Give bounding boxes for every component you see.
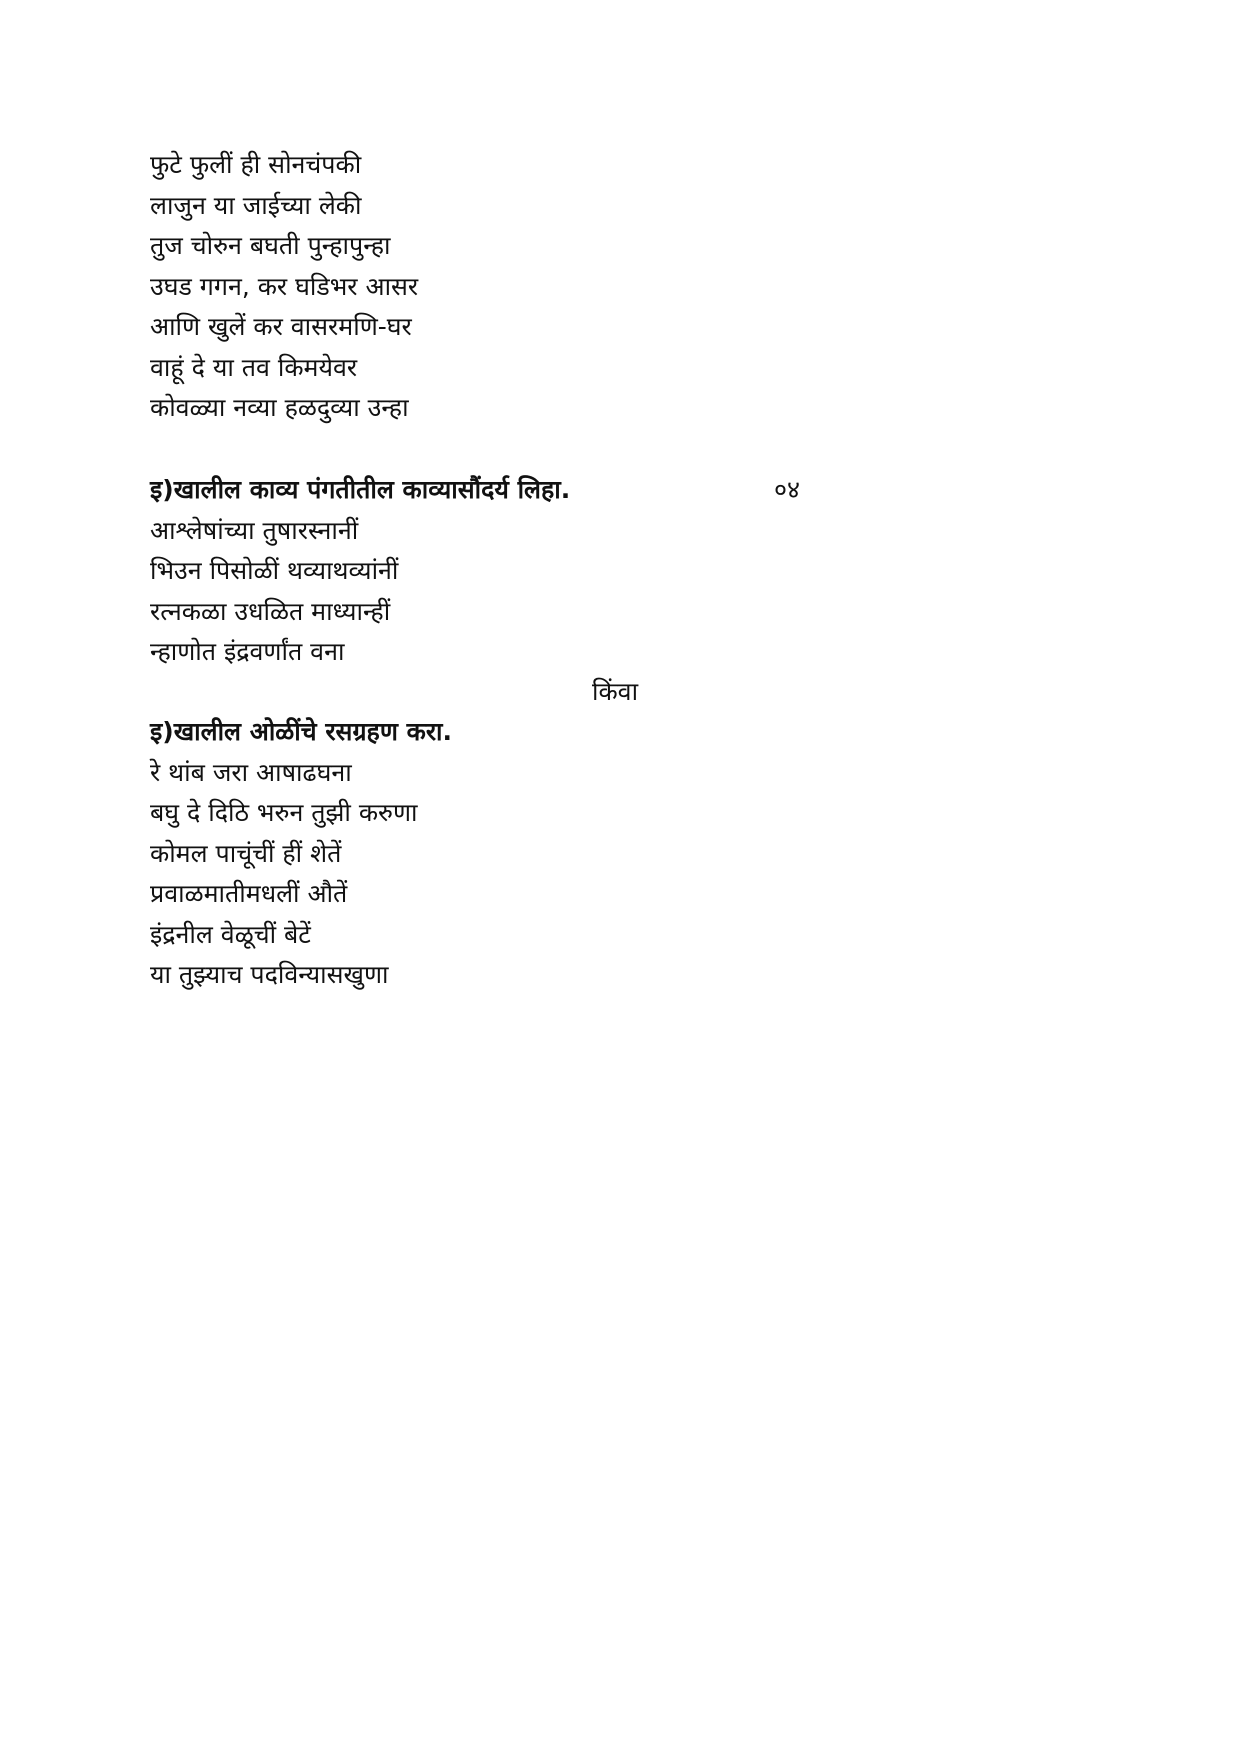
question-block [150, 712, 1050, 996]
poem-line: आणि खुलें कर वासरमणि-घर [150, 312, 412, 341]
poem-line: तुज चोरुन बघती पुन्हापुन्हा [150, 231, 391, 260]
poem-line: लाजुन या जाईच्या लेकी [150, 190, 362, 220]
question-text: इ)खालील काव्य पंगतीतील काव्यासौंदर्य लिहा. [150, 475, 571, 504]
poem-line: वाहूं दे या तव किमयेवर [150, 352, 358, 382]
question-text: इ)खालील ओळींचे रसग्रहण करा. [150, 717, 453, 746]
question-block [150, 470, 1050, 673]
poem-line: या तुझ्याच पदविन्यासखुणा [150, 960, 389, 989]
poem-stanza [150, 145, 1050, 429]
poem-line: रे थांब जरा आषाढघना [150, 757, 352, 787]
question-heading [150, 712, 800, 753]
question-heading [150, 470, 800, 511]
poem-line: इंद्रनील वेळूचीं बेटें [150, 919, 311, 949]
poem-line: रत्नकळा उधळित माध्यान्हीं [150, 596, 391, 626]
poem-line: फुटे फुलीं ही सोनचंपकी [150, 150, 362, 179]
question-marks: ०४ [773, 475, 800, 504]
poem-line: प्रवाळमातीमधलीं औतें [150, 879, 348, 908]
or-separator: किंवा [592, 677, 639, 706]
poem-line: भिउन पिसोळीं थव्याथव्यांनीं [150, 556, 399, 585]
poem-line: बघु दे दिठि भरुन तुझी करुणा [150, 798, 418, 827]
poem-line: उघड गगन, कर घडिभर आसर [150, 271, 419, 301]
poem-line: आश्लेषांच्या तुषारस्नानीं [150, 515, 359, 545]
poem-line: कोमल पाचूंचीं हीं शेतें [150, 838, 342, 868]
poem-line: कोवळ्या नव्या हळदुव्या उन्हा [150, 393, 409, 422]
poem-line: न्हाणोत इंद्रवर्णांत वना [150, 637, 345, 666]
